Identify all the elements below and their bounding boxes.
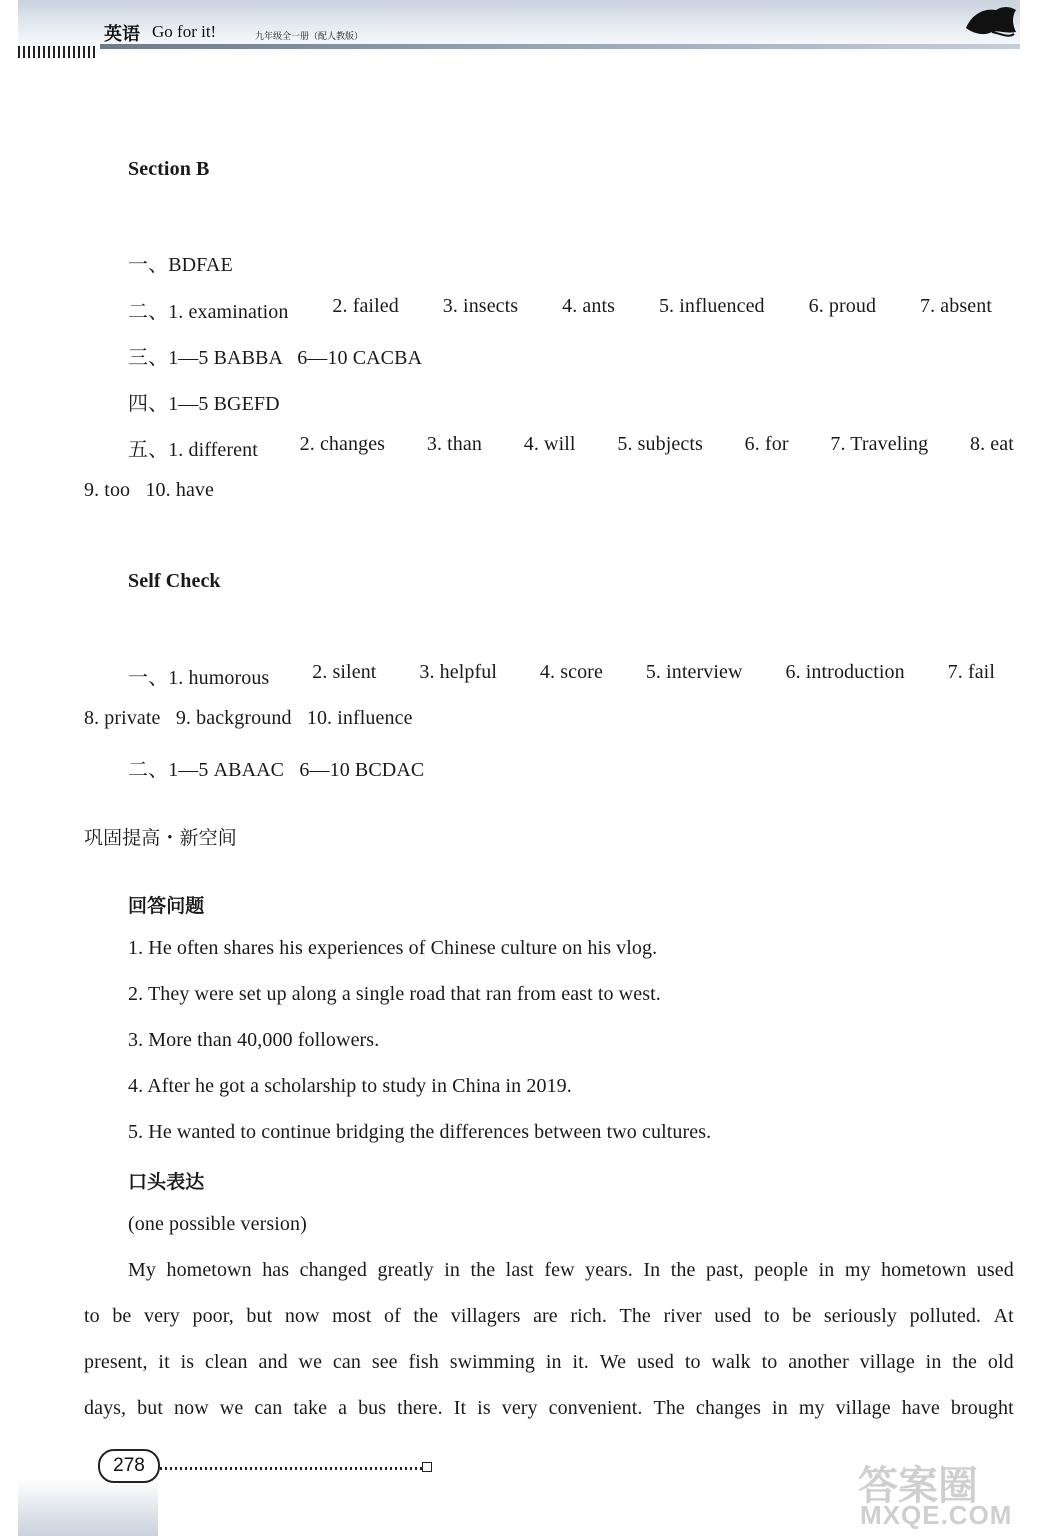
answer-questions-heading: 回答问题 (128, 895, 205, 917)
self-check-answer-2: 二、1—5 ABAAC 6—10 BCDAC (128, 759, 425, 781)
answer-item: 2. silent (312, 661, 377, 683)
answer-item: 2. changes (299, 433, 386, 455)
answer-item: 7. fail (947, 661, 995, 683)
essay-word: is (180, 1351, 195, 1373)
essay-word: to (684, 1351, 701, 1373)
essay-word: to (84, 1305, 100, 1327)
footer-square-marker (422, 1462, 432, 1472)
essay-line (84, 1351, 1014, 1374)
essay-word: we (219, 1397, 244, 1419)
essay-word: The (653, 1397, 685, 1419)
oral-expression-heading: 口头表达 (128, 1171, 205, 1193)
watermark-url: MXQE.COM (860, 1500, 1013, 1530)
essay-word: people (754, 1259, 809, 1281)
footer-band (18, 1478, 158, 1536)
essay-line (128, 1259, 1014, 1282)
answer-line: 3. More than 40,000 followers. (128, 1029, 380, 1051)
answer-item: 3. helpful (419, 661, 498, 683)
section-b-answer-5 (128, 433, 1014, 462)
essay-word: days, (84, 1397, 127, 1419)
essay-word: is (477, 1397, 491, 1419)
essay-word: used (636, 1351, 674, 1373)
answer-item: 6. for (744, 433, 789, 455)
version-note: (one possible version) (128, 1213, 307, 1235)
essay-line (84, 1305, 1014, 1328)
header-ticks (18, 46, 98, 58)
essay-word: greatly (377, 1259, 434, 1281)
essay-word: poor, (192, 1305, 234, 1327)
essay-word: changes (695, 1397, 762, 1419)
essay-word: brought (950, 1397, 1014, 1419)
page-number: 278 (98, 1449, 160, 1483)
essay-word: convenient. (548, 1397, 643, 1419)
essay-word: has (262, 1259, 290, 1281)
essay-word: now (174, 1397, 209, 1419)
answer-item: 5. interview (645, 661, 743, 683)
answer-item: 4. will (523, 433, 576, 455)
essay-word: there. (397, 1397, 443, 1419)
essay-word: last (505, 1259, 534, 1281)
essay-word: have (901, 1397, 940, 1419)
essay-word: most (332, 1305, 372, 1327)
answer-item: 一、1. humorous (128, 667, 270, 689)
essay-word: river (663, 1305, 702, 1327)
essay-word: years. (585, 1259, 633, 1281)
essay-word: see (371, 1351, 398, 1373)
footer-dotted-rule (160, 1467, 422, 1470)
answer-item: 8. eat (970, 433, 1014, 455)
essay-word: the (470, 1259, 496, 1281)
answer-item: 5. influenced (658, 295, 765, 317)
essay-word: village (859, 1351, 915, 1373)
essay-word: in (545, 1351, 562, 1373)
answer-item: 3. than (426, 433, 482, 455)
essay-word: We (599, 1351, 627, 1373)
essay-word: village (835, 1397, 891, 1419)
self-check-answer-1 (128, 661, 995, 690)
answer-line: 2. They were set up along a single road that ran from east to west. (128, 983, 661, 1005)
series-title: Go for it! (152, 22, 217, 41)
section-b-answer-3: 三、1—5 BABBA 6—10 CACBA (128, 347, 423, 369)
essay-word: now (284, 1305, 320, 1327)
answer-line: 4. After he got a scholarship to study in China in 2019. (128, 1075, 572, 1097)
essay-word: we (298, 1351, 323, 1373)
essay-word: The (619, 1305, 651, 1327)
essay-word: to (763, 1305, 780, 1327)
self-check-heading: Self Check (128, 570, 221, 592)
answer-item: 4. ants (562, 295, 616, 317)
essay-word: my (798, 1397, 825, 1419)
essay-word: In (643, 1259, 661, 1281)
essay-word: be (112, 1305, 132, 1327)
answer-line: 1. He often shares his experiences of Chinese culture on his vlog. (128, 937, 658, 959)
answer-item: 3. insects (442, 295, 519, 317)
essay-word: another (788, 1351, 849, 1373)
ginkgo-leaf-icon (962, 4, 1020, 40)
essay-word: My (128, 1259, 156, 1281)
essay-word: At (993, 1305, 1014, 1327)
section-b-answer-1: 一、BDFAE (128, 254, 233, 276)
essay-word: seriously (823, 1305, 898, 1327)
essay-word: can (254, 1397, 283, 1419)
section-b-heading: Section B (128, 158, 210, 180)
essay-word: few (544, 1259, 575, 1281)
essay-word: past, (705, 1259, 744, 1281)
self-check-answer-1-cont: 8. private 9. background 10. influence (84, 707, 413, 729)
answer-item: 五、1. different (128, 439, 258, 461)
answer-item: 7. absent (919, 295, 992, 317)
essay-word: It (453, 1397, 467, 1419)
essay-word: swimming (449, 1351, 536, 1373)
essay-word: can (332, 1351, 361, 1373)
answer-item: 7. Traveling (830, 433, 929, 455)
answer-item: 二、1. examination (128, 301, 289, 323)
essay-word: it. (572, 1351, 589, 1373)
essay-word: villagers (450, 1305, 521, 1327)
essay-word: the (670, 1259, 696, 1281)
essay-word: a (338, 1397, 348, 1419)
answer-item: 6. proud (808, 295, 877, 317)
watermark-logo-text: 答案圈 (858, 1463, 978, 1509)
watermark (858, 1454, 1028, 1532)
essay-word: of (383, 1305, 401, 1327)
subject-title: 英语 (104, 24, 140, 45)
essay-word: it (158, 1351, 170, 1373)
essay-word: in (772, 1397, 788, 1419)
essay-word: in (818, 1259, 835, 1281)
consolidate-heading: 巩固提高・新空间 (84, 827, 237, 849)
essay-word: my (844, 1259, 871, 1281)
section-b-answer-2 (128, 295, 992, 324)
answer-item: 2. failed (332, 295, 399, 317)
essay-word: hometown (166, 1259, 252, 1281)
essay-word: be (792, 1305, 812, 1327)
essay-word: old (987, 1351, 1014, 1373)
essay-word: used (714, 1305, 752, 1327)
essay-word: bus (358, 1397, 387, 1419)
essay-word: but (246, 1305, 273, 1327)
essay-word: very (501, 1397, 538, 1419)
essay-word: used (976, 1259, 1014, 1281)
essay-word: walk (711, 1351, 751, 1373)
header-rule (100, 44, 1020, 49)
essay-word: fish (408, 1351, 439, 1373)
essay-line (84, 1397, 1014, 1420)
essay-word: and (258, 1351, 288, 1373)
essay-word: are (533, 1305, 558, 1327)
essay-word: rich. (570, 1305, 607, 1327)
essay-word: changed (299, 1259, 367, 1281)
essay-word: in (444, 1259, 460, 1281)
essay-word: to (761, 1351, 778, 1373)
section-b-answer-4: 四、1—5 BGEFD (128, 393, 280, 415)
essay-word: clean (204, 1351, 248, 1373)
grade-label: 九年级全一册（配人教版） (255, 32, 364, 42)
essay-word: the (952, 1351, 978, 1373)
essay-word: the (413, 1305, 439, 1327)
essay-word: in (925, 1351, 942, 1373)
answer-item: 4. score (539, 661, 603, 683)
essay-word: hometown (881, 1259, 967, 1281)
essay-word: take (293, 1397, 328, 1419)
essay-word: but (137, 1397, 164, 1419)
essay-word: very (143, 1305, 180, 1327)
essay-word: present, (84, 1351, 148, 1373)
answer-line: 5. He wanted to continue bridging the differences between two cultures. (128, 1121, 712, 1143)
essay-word: polluted. (909, 1305, 982, 1327)
answer-item: 5. subjects (617, 433, 703, 455)
answer-item: 6. introduction (785, 661, 905, 683)
section-b-answer-5-cont: 9. too 10. have (84, 479, 215, 501)
